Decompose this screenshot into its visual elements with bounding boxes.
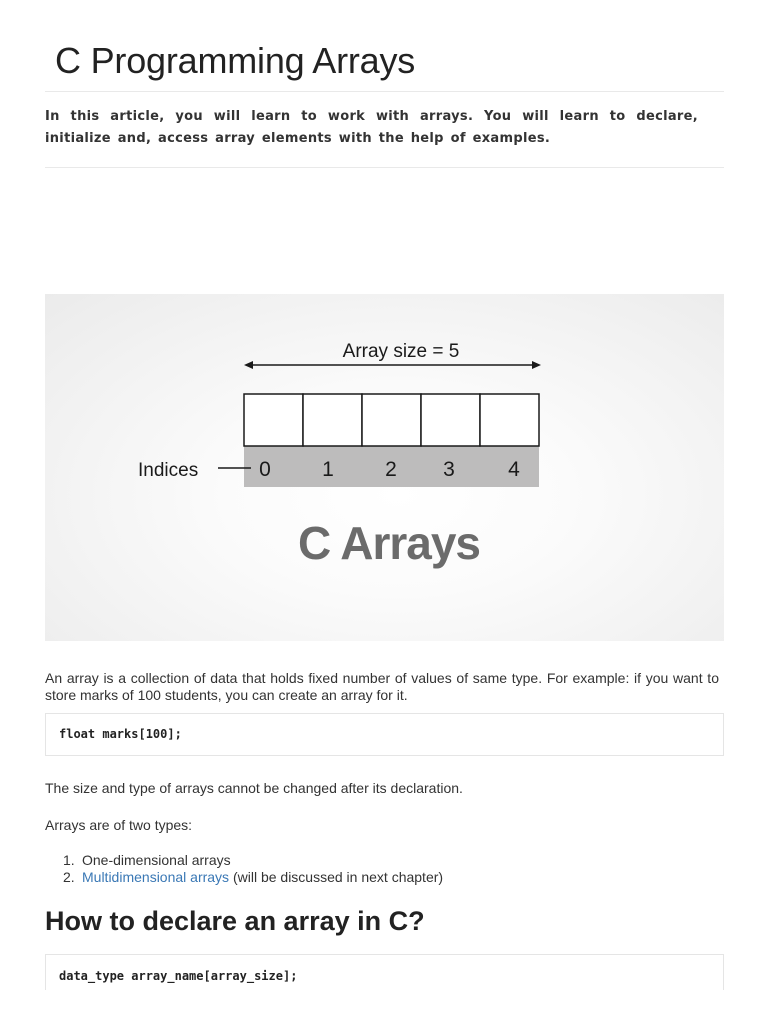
array-size-label: Array size = 5 <box>342 341 460 362</box>
array-types-paragraph: Arrays are of two types: <box>45 817 193 833</box>
indices-label: Indices <box>138 460 199 481</box>
index-1: 1 <box>322 458 334 481</box>
array-types-list <box>63 852 443 886</box>
array-cell-4 <box>480 394 539 446</box>
index-4: 4 <box>508 458 520 481</box>
array-cell-3 <box>421 394 480 446</box>
code-line: data_type array_name[array_size]; <box>59 969 298 983</box>
index-0: 0 <box>259 458 271 481</box>
array-definition-paragraph: An array is a collection of data that holds fixed number of values of same type. For example: if you want to store marks of 100 students, you can create an array for it. <box>45 670 719 703</box>
code-block-declaration-example <box>45 713 724 756</box>
section-heading-declare-array: How to declare an array in C? <box>45 906 425 936</box>
array-cell-0 <box>244 394 303 446</box>
article-intro: In this article, you will learn to work with arrays. You will learn to declare, initialize and, access array elements with the help of examples. <box>45 109 698 146</box>
list-number: 1. <box>63 852 75 868</box>
size-type-paragraph: The size and type of arrays cannot be changed after its declaration. <box>45 780 463 796</box>
array-diagram <box>45 294 724 641</box>
figure-caption: C Arrays <box>297 517 481 569</box>
list-number: 2. <box>63 869 75 885</box>
code-block-declaration-syntax <box>45 954 724 990</box>
multidimensional-arrays-link[interactable]: Multidimensional arrays <box>82 869 230 885</box>
index-2: 2 <box>385 458 397 481</box>
array-cell-2 <box>362 394 421 446</box>
list-item <box>63 852 443 869</box>
list-item-text: One-dimensional arrays <box>82 852 231 868</box>
title-divider <box>45 91 724 92</box>
array-cells <box>244 394 539 446</box>
size-arrow-right-head <box>532 361 541 369</box>
index-3: 3 <box>443 458 455 481</box>
c-arrays-figure <box>45 294 724 641</box>
list-item-text: (will be discussed in next chapter) <box>229 869 444 885</box>
page-title: C Programming Arrays <box>55 40 416 81</box>
code-line: float marks[100]; <box>59 727 182 741</box>
list-item <box>63 869 443 886</box>
intro-divider <box>45 167 724 168</box>
size-arrow-left-head <box>244 361 253 369</box>
array-cell-1 <box>303 394 362 446</box>
